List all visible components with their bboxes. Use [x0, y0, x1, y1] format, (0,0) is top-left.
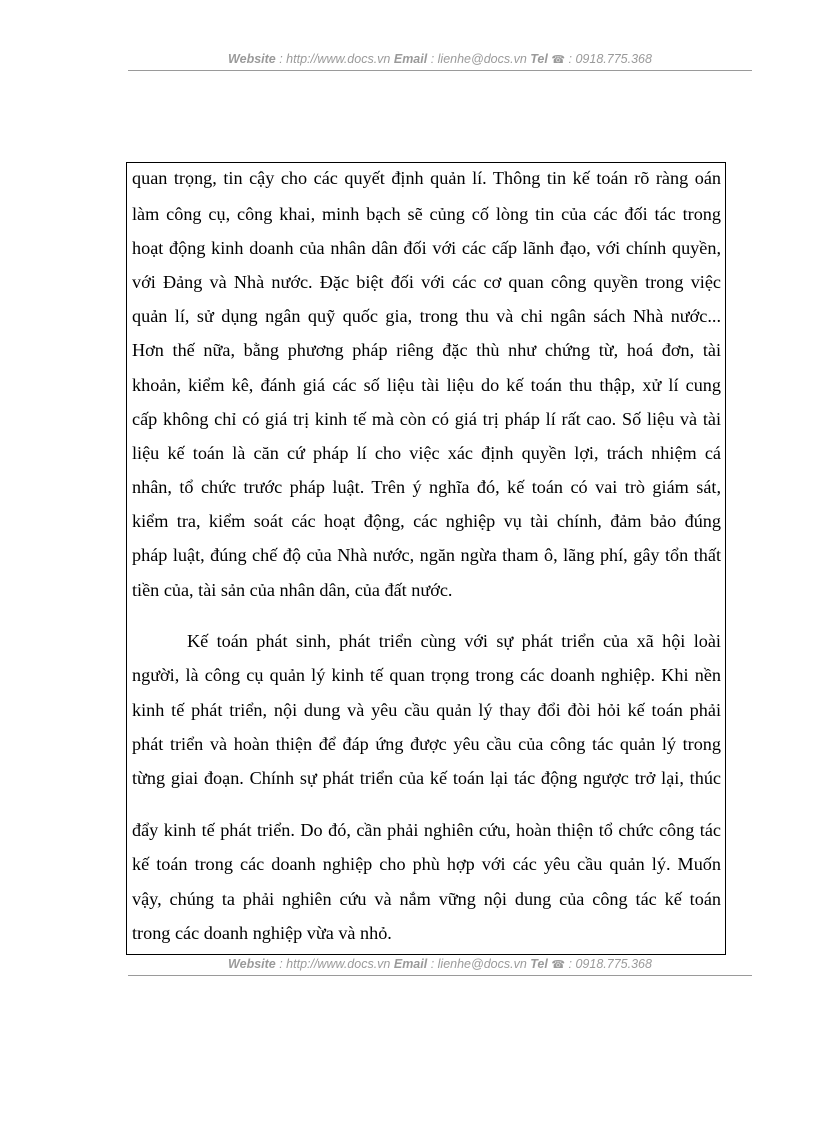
body-line: từng giai đoạn. Chính sự phát triển của kế toán lại tác động ngược trở lại, thúc: [132, 768, 721, 788]
footer-email-label: Email: [393, 957, 428, 971]
footer-website-label: Website: [228, 957, 276, 971]
body-line: kế toán trong các doanh nghiệp cho phù hợp với các yêu cầu quản lý. Muốn: [132, 854, 721, 874]
header-email-label: Email: [393, 52, 428, 66]
body-line: đẩy kinh tế phát triển. Do đó, cần phải nghiên cứu, hoàn thiện tổ chức công tác: [132, 820, 721, 840]
body-line: tiền của, tài sản của nhân dân, của đất nước.: [132, 580, 453, 600]
footer-website-link[interactable]: : http://www.docs.vn: [275, 957, 394, 971]
paragraph-first-line: Kế toán phát sinh, phát triển cùng với sự phát triển của xã hội loài: [187, 631, 721, 651]
phone-icon: ☎: [551, 54, 566, 66]
header-website-label: Website: [228, 52, 276, 66]
body-line: quan trọng, tin cậy cho các quyết định quản lí. Thông tin kế toán rõ ràng oán: [132, 168, 721, 188]
body-line: với Đảng và Nhà nước. Đặc biệt đối với các cơ quan công quyền trong việc: [132, 272, 721, 292]
body-line: trong các doanh nghiệp vừa và nhỏ.: [132, 923, 392, 943]
body-line: kiểm tra, kiểm soát các hoạt động, các nghiệp vụ tài chính, đảm bảo đúng: [132, 511, 721, 531]
header-website-link[interactable]: : http://www.docs.vn: [275, 52, 394, 66]
footer-email-link[interactable]: : lienhe@docs.vn: [427, 957, 531, 971]
body-line: liệu kế toán là căn cứ pháp lí cho việc xác định quyền lợi, trách nhiệm cá: [132, 443, 721, 463]
body-line: Hơn thế nữa, bằng phương pháp riêng đặc thù như chứng từ, hoá đơn, tài: [132, 340, 721, 360]
page-footer: [128, 957, 752, 976]
body-line: khoản, kiểm kê, đánh giá các số liệu tài liệu do kế toán thu thập, xử lí cung: [132, 375, 721, 395]
body-line: cấp không chỉ có giá trị kinh tế mà còn có giá trị pháp lí rất cao. Số liệu và tài: [132, 409, 721, 429]
body-line: pháp luật, đúng chế độ của Nhà nước, ngăn ngừa tham ô, lãng phí, gây tổn thất: [132, 545, 721, 565]
header-tel-value: : 0918.775.368: [565, 52, 652, 66]
body-line: kinh tế phát triển, nội dung và yêu cầu quản lý thay đổi đòi hỏi kế toán phải: [132, 700, 721, 720]
body-line: làm công cụ, công khai, minh bạch sẽ củng cố lòng tin của các đối tác trong: [132, 204, 721, 224]
body-line: quản lí, sử dụng ngân quỹ quốc gia, trong thu và chi ngân sách Nhà nước...: [132, 306, 721, 326]
phone-icon: ☎: [551, 959, 566, 971]
page-header: [128, 52, 752, 71]
body-line: hoạt động kinh doanh của nhân dân đối với các cấp lãnh đạo, với chính quyền,: [132, 238, 721, 258]
footer-tel-value: : 0918.775.368: [565, 957, 652, 971]
body-line: phát triển và hoàn thiện để đáp ứng được yêu cầu của công tác quản lý trong: [132, 734, 721, 754]
footer-tel-label: Tel: [530, 957, 548, 971]
header-email-link[interactable]: : lienhe@docs.vn: [427, 52, 531, 66]
body-line: nhân, tổ chức trước pháp luật. Trên ý nghĩa đó, kế toán có vai trò giám sát,: [132, 477, 721, 497]
header-tel-label: Tel: [530, 52, 548, 66]
body-line: người, là công cụ quản lý kinh tế quan trọng trong các doanh nghiệp. Khi nền: [132, 665, 721, 685]
body-line: vậy, chúng ta phải nghiên cứu và nắm vững nội dung của công tác kế toán: [132, 889, 721, 909]
